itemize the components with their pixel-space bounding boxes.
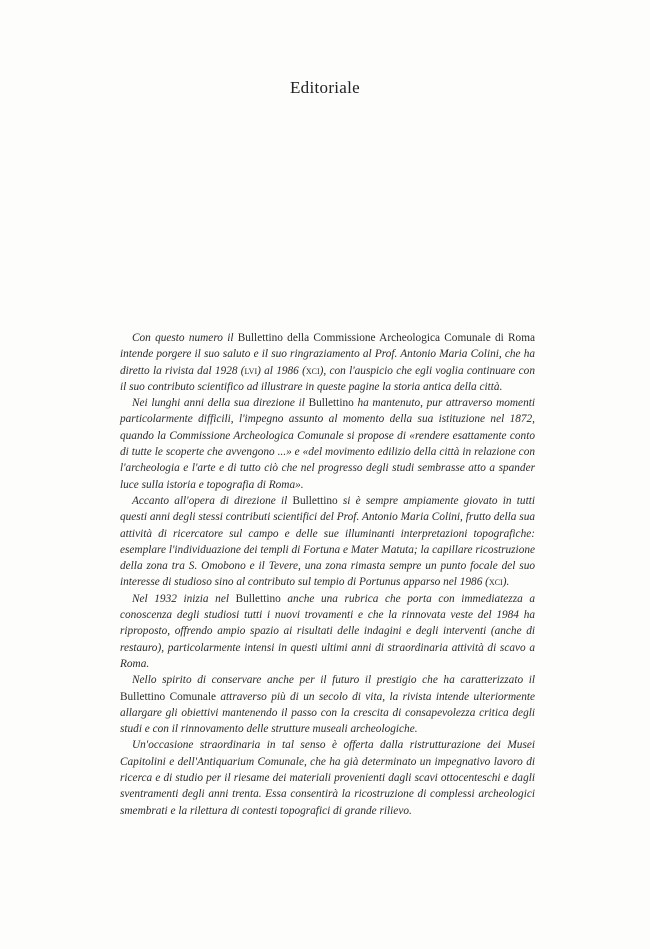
editorial-body bbox=[120, 330, 535, 819]
body-paragraph bbox=[120, 493, 535, 591]
page-title: Editoriale bbox=[289, 78, 361, 97]
text-run: xci bbox=[305, 364, 320, 377]
body-paragraph bbox=[120, 395, 535, 493]
text-run: ) al 1986 ( bbox=[257, 364, 306, 377]
text-run: anche una rubrica che porta con immediatezza a conoscenza degli studiosi tutti i nuovi trovamenti e che la rinnovata veste del 1984 ha riproposto, offrendo ampio spazio ai risultati delle indagini e degli interventi (anche di restauro), particolarmente intensi in questi ultimi anni di straordinaria attività di scavo a Roma. bbox=[120, 592, 535, 670]
body-paragraph bbox=[120, 330, 535, 395]
text-run: Con questo numero il bbox=[132, 332, 238, 344]
text-run: Bullettino bbox=[292, 494, 343, 507]
text-run: Un'occasione straordinaria in tal senso è offerta dalla ristrutturazione dei Musei Capitolini e dell'Antiquarium Comunale, che ha già determinato un impegnativo lavoro di ricerca e di studio per il riesame dei materiali provenienti dagli scavi ottocenteschi e dagli sventramenti degli anni trenta. Essa consentirà la ricostruzione di complessi archeologici smembrati e la rilettura di contesti topografici di grande rilievo. bbox=[120, 739, 535, 817]
body-paragraph bbox=[120, 591, 535, 672]
text-run: Bullettino della Commissione Archeologica Comunale di Roma bbox=[237, 332, 535, 344]
text-run: Nel 1932 inizia nel bbox=[132, 592, 236, 605]
text-run: ). bbox=[502, 576, 510, 589]
text-run: Nei lunghi anni della sua direzione il bbox=[132, 397, 309, 410]
text-run: xci bbox=[488, 576, 503, 589]
body-paragraph bbox=[120, 672, 535, 737]
text-run: intende porgere il suo saluto e il suo ringraziamento al Prof. Antonio Maria Colini, che ha diretto la rivista dal 1928 ( bbox=[120, 348, 535, 377]
text-run: Accanto all'opera di direzione il bbox=[132, 494, 293, 507]
text-run: si è sempre ampiamente giovato in tutti questi anni degli stessi contributi scientifici del Prof. Antonio Maria Colini, frutto della sua attività di ricercatore sul campo e delle sue illuminanti interpretazioni topografiche: esemplare l'individuazione dei templi di Fortuna e Mater Matuta; la capillare ricostruzione della zona tra S. Omobono e il Tevere, una zona rimasta sempre un punto focale del suo interesse di studioso sino al contributo sul tempio di Portunus apparso nel 1986 ( bbox=[120, 494, 535, 589]
body-paragraph bbox=[120, 737, 535, 818]
text-run: attraverso più di un secolo di vita, la rivista intende ulteriormente allargare gli obiettivi mantenendo il passo con la crescita di consapevolezza critica degli studi e con il rinnovamento delle strutture museali archeologiche. bbox=[120, 690, 535, 736]
text-run: ha mantenuto, pur attraverso momenti particolarmente difficili, l'impegno assunto al momento della sua istituzione nel 1872, quando la Commissione Archeologica Comunale si propose di «rendere esattamente conto di tutte le scoperte che avvengono ...» e «del movimento edilizio della città in relazione con l'archeologia e l'arte e di tutto ciò che nel progresso degli studi sembrasse atto a spander luce sulla istoria e topografia di Roma». bbox=[120, 397, 535, 491]
text-run: Bullettino bbox=[308, 397, 358, 410]
text-run: ), con l'auspicio che egli voglia continuare con il suo contributo scientifico ad illustrare in queste pagine la storia antica della città. bbox=[120, 364, 535, 393]
text-run: Bullettino Comunale bbox=[120, 690, 221, 703]
text-run: Bullettino bbox=[235, 592, 288, 605]
text-run: Nello spirito di conservare anche per il futuro il prestigio che ha caratterizzato il bbox=[132, 674, 535, 687]
text-run: lvi bbox=[244, 364, 258, 377]
